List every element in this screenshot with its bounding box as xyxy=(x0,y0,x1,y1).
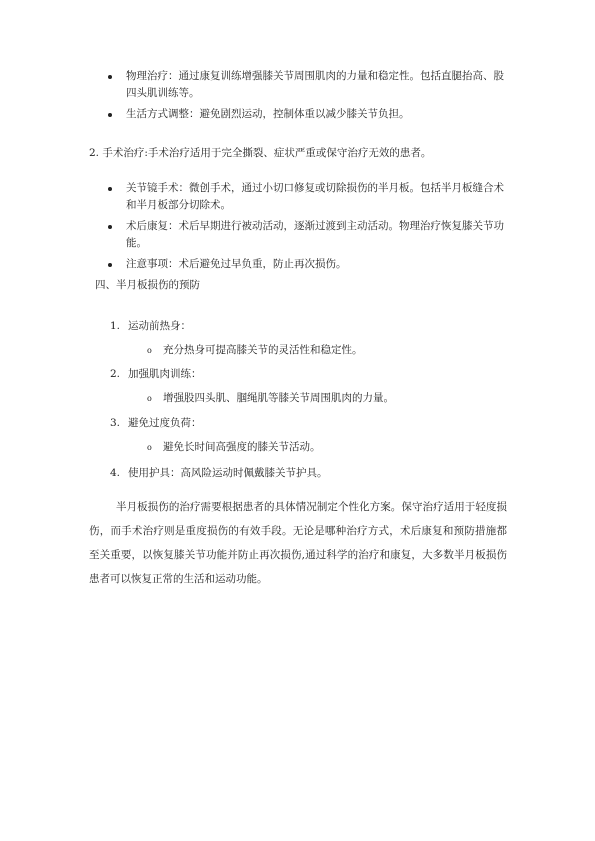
subitem-text: 避免长时间高强度的膝关节活动。 xyxy=(163,441,321,453)
list-item xyxy=(107,68,507,102)
prevention-subitem xyxy=(147,342,363,359)
item-label: 避免过度负荷： xyxy=(128,417,202,429)
bullet-icon xyxy=(108,75,112,79)
item-label: 使用护具：高风险运动时佩戴膝关节护具。 xyxy=(128,467,328,479)
list-item xyxy=(107,256,507,273)
list-item xyxy=(107,180,507,214)
subitem-text: 增强股四头肌、腘绳肌等膝关节周围肌肉的力量。 xyxy=(163,392,394,404)
list-item xyxy=(107,218,507,252)
prevention-item xyxy=(110,318,191,335)
list-item-text: 关节镜手术：微创手术，通过小切口修复或切除损伤的半月板。包括半月板缝合术和半月板部分切除术。 xyxy=(126,182,504,211)
conservative-bullet-list xyxy=(107,68,507,127)
prevention-subitem xyxy=(147,390,394,407)
prevention-subitem xyxy=(147,439,321,456)
circle-bullet-icon: o xyxy=(147,346,152,355)
list-item-text: 物理治疗：通过康复训练增强膝关节周围肌肉的力量和稳定性。包括直腿抬高、股四头肌训练等。 xyxy=(126,70,504,99)
bullet-icon xyxy=(108,225,112,229)
list-item-text: 术后康复：术后早期进行被动活动，逐渐过渡到主动活动。物理治疗恢复膝关节功能。 xyxy=(126,220,504,249)
item-number: 2. xyxy=(110,368,121,380)
bullet-icon xyxy=(108,113,112,117)
circle-bullet-icon: o xyxy=(147,443,152,452)
bullet-icon xyxy=(108,187,112,191)
subitem-text: 充分热身可提高膝关节的灵活性和稳定性。 xyxy=(163,344,363,356)
bullet-icon xyxy=(108,263,112,267)
prevention-item xyxy=(110,465,328,482)
item-label: 加强肌肉训练： xyxy=(128,368,202,380)
item-number: 3. xyxy=(110,417,121,429)
section-title: 四、半月板损伤的预防 xyxy=(95,279,200,291)
surgery-bullet-list xyxy=(107,180,507,277)
list-item xyxy=(107,106,507,123)
item-label: 运动前热身： xyxy=(128,320,191,332)
prevention-item xyxy=(110,415,202,432)
list-item-text: 注意事项：术后避免过早负重，防止再次损伤。 xyxy=(126,258,347,270)
circle-bullet-icon: o xyxy=(147,394,152,403)
prevention-item xyxy=(110,366,202,383)
list-item-text: 生活方式调整：避免剧烈运动，控制体重以减少膝关节负担。 xyxy=(126,108,410,120)
summary-paragraph: 半月板损伤的治疗需要根据患者的具体情况制定个性化方案。保守治疗适用于轻度损伤，而手术治疗则是重度损伤的有效手段。无论是哪种治疗方式，术后康复和预防措施都至关重要，以恢复膝关节功能并防止再次损伤,通过科学的治疗和康复，大多数半月板损伤患者可以恢复正常的生活和运动功能。 xyxy=(89,501,507,585)
surgery-heading: 2. 手术治疗:手术治疗适用于完全撕裂、症状严重或保守治疗无效的患者。 xyxy=(89,147,432,159)
item-number: 1. xyxy=(110,320,121,332)
item-number: 4. xyxy=(110,467,121,479)
